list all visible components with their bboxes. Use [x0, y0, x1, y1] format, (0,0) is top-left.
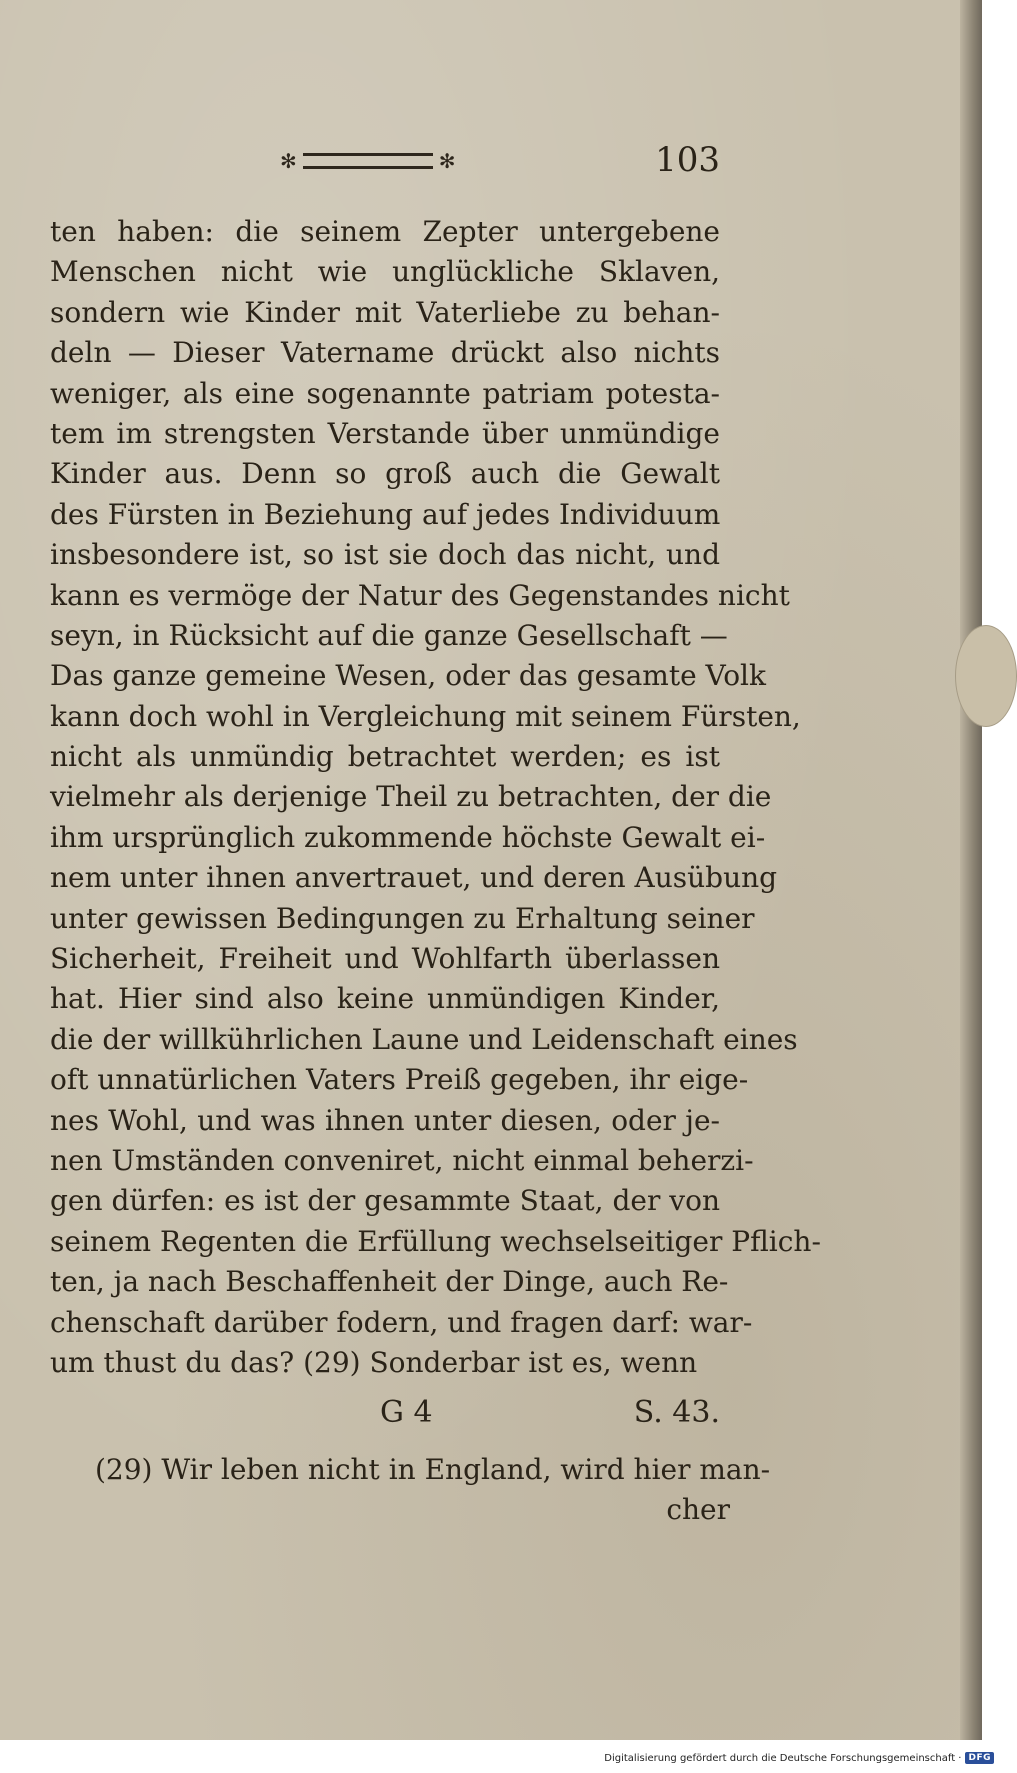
signature-mark: G 4	[380, 1395, 433, 1430]
catchword: S. 43.	[633, 1395, 720, 1430]
text-line: weniger, als eine sogenannte patriam potesta-	[50, 376, 720, 410]
footnote	[95, 1450, 771, 1530]
ornament-bar	[303, 153, 433, 169]
digitization-credit	[604, 1752, 994, 1764]
text-line: nes Wohl, und was ihnen unter diesen, oder je-	[50, 1103, 720, 1137]
text-line: um thust du das? (29) Sonderbar ist es, wenn	[50, 1345, 698, 1379]
text-line: seinem Regenten die Erfüllung wechselseitiger Pflich-	[50, 1224, 821, 1258]
text-line: kann es vermöge der Natur des Gegenstandes nicht	[50, 578, 790, 612]
text-line: tem im strengsten Verstande über unmündige	[50, 416, 720, 450]
text-line: sondern wie Kinder mit Vaterliebe zu behan-	[50, 295, 720, 329]
page-footer	[50, 1395, 720, 1435]
text-line: deln — Dieser Vatername drückt also nichts	[50, 336, 720, 370]
text-line: nem unter ihnen anvertrauet, und deren Ausübung	[50, 861, 778, 895]
text-line: seyn, in Rücksicht auf die ganze Gesellschaft —	[50, 618, 728, 652]
flourish-right-icon: ✻	[438, 149, 456, 173]
text-line: Sicherheit, Freiheit und Wohlfarth überlassen	[50, 942, 720, 976]
decorative-rule-icon	[280, 146, 456, 176]
text-line: insbesondere ist, so ist sie doch das nicht, und	[50, 538, 720, 572]
thumb-tab	[955, 625, 1017, 727]
text-line: gen dürfen: es ist der gesammte Staat, der von	[50, 1184, 720, 1218]
footnote-line: (29) Wir leben nicht in England, wird hier man-	[95, 1453, 771, 1486]
text-line: des Fürsten in Beziehung auf jedes Individuum	[50, 497, 721, 531]
text-line: hat. Hier sind also keine unmündigen Kinder,	[50, 982, 720, 1016]
footnote-catchword: cher	[666, 1493, 730, 1526]
text-line: unter gewissen Bedingungen zu Erhaltung seiner	[50, 901, 755, 935]
text-line: oft unnatürlichen Vaters Preiß gegeben, ihr eige-	[50, 1063, 749, 1097]
text-line: nicht als unmündig betrachtet werden; es ist	[50, 740, 720, 774]
text-line: Kinder aus. Denn so groß auch die Gewalt	[50, 457, 720, 491]
text-line: die der willkührlichen Laune und Leidenschaft eines	[50, 1022, 798, 1056]
page-number: 103	[655, 140, 720, 180]
flourish-left-icon: ✻	[280, 149, 297, 173]
text-line: Menschen nicht wie unglückliche Sklaven,	[50, 255, 720, 289]
dfg-logo-icon: DFG	[965, 1752, 994, 1764]
text-line: vielmehr als derjenige Theil zu betrachten, der die	[50, 780, 772, 814]
text-line: chenschaft darüber fodern, und fragen darf: war-	[50, 1305, 753, 1339]
text-line: Das ganze gemeine Wesen, oder das gesamte Volk	[50, 659, 766, 693]
text-line: ten, ja nach Beschaffenheit der Dinge, auch Re-	[50, 1265, 729, 1299]
text-line: ten haben: die seinem Zepter untergebene	[50, 215, 720, 248]
text-line: kann doch wohl in Vergleichung mit seinem Fürsten,	[50, 699, 801, 733]
page-header	[50, 140, 720, 180]
credit-text: Digitalisierung gefördert durch die Deutsche Forschungsgemeinschaft ·	[604, 1752, 962, 1764]
body-text	[50, 212, 821, 1383]
page-edge-shadow	[960, 0, 982, 1740]
text-line: nen Umständen conveniret, nicht einmal beherzi-	[50, 1143, 754, 1177]
text-line: ihm ursprünglich zukommende höchste Gewalt ei-	[50, 820, 766, 854]
